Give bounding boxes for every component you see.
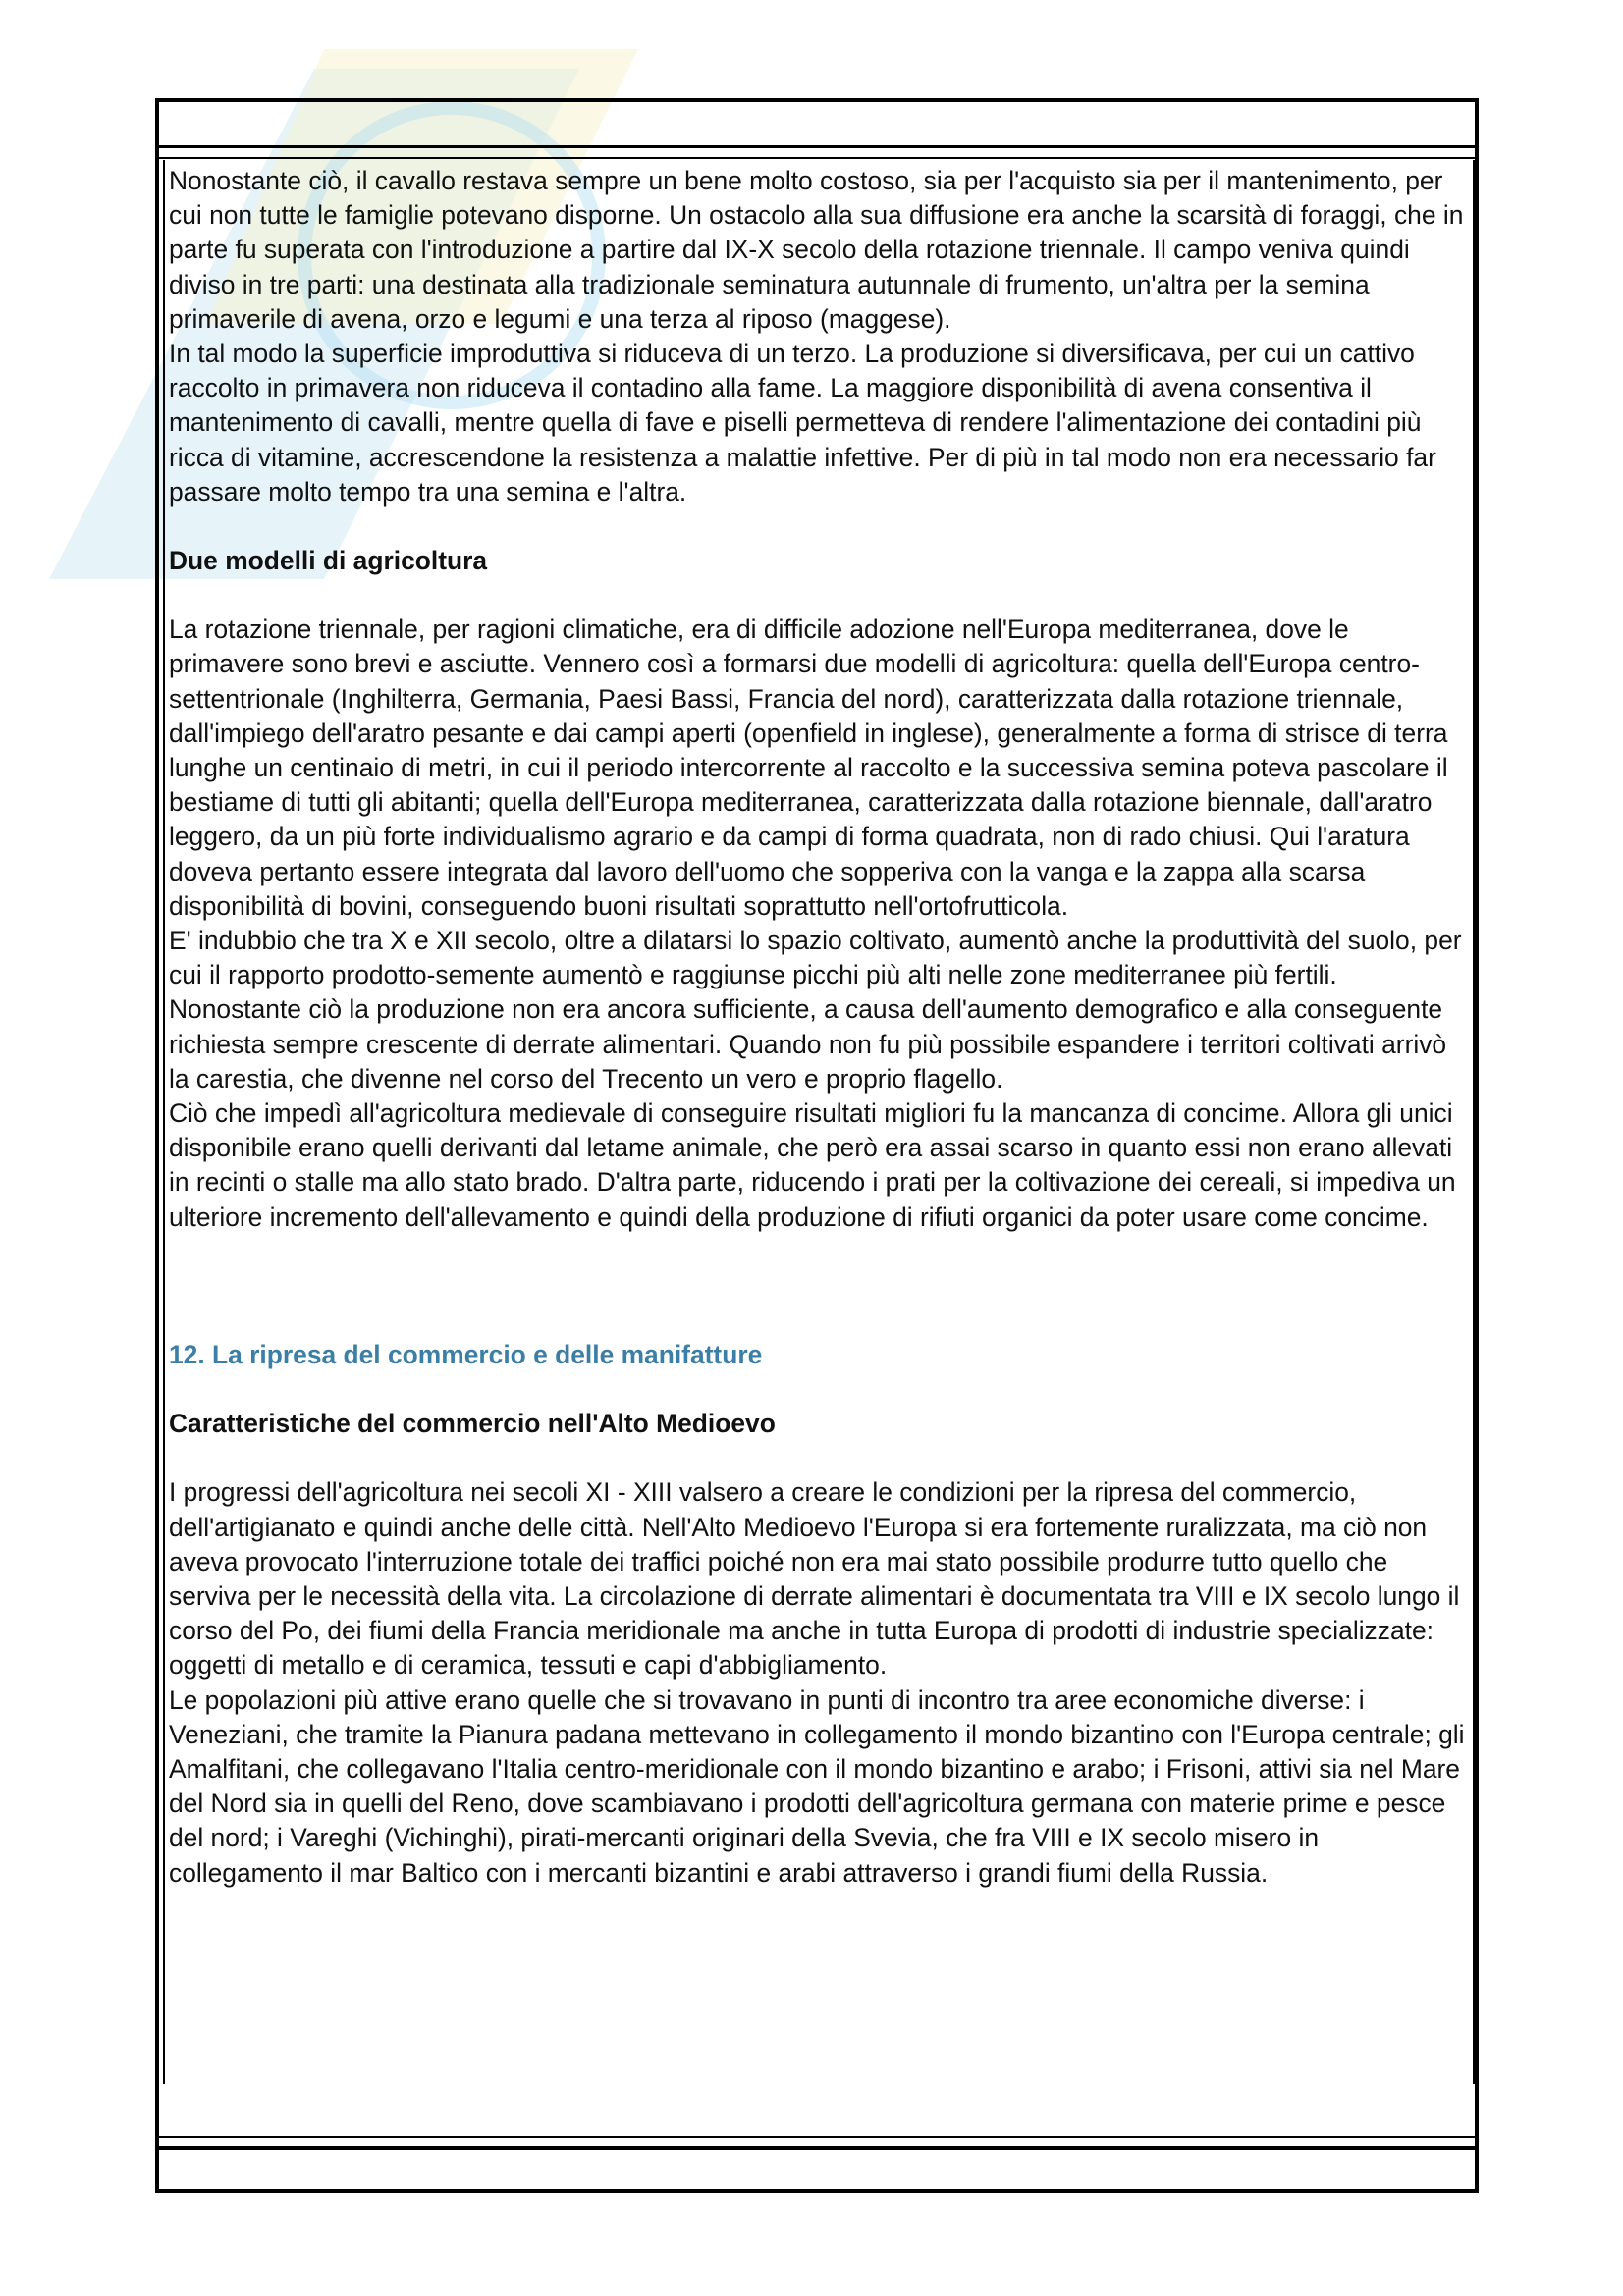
spacer bbox=[169, 1235, 1471, 1338]
paragraph: In tal modo la superficie improduttiva si riduceva di un terzo. La produzione si diversificava, per cui un cattivo raccolto in primavera non riduceva il contadino alla fame. La maggiore disponibilità di avena consentiva il mantenimento di cavalli, mentre quella di fave e piselli permetteva di rendere l'alimentazione dei contadini più ricca di vitamine, accrescendone la resistenza a malattie infettive. Per di più in tal modo non era necessario far passare molto tempo tra una semina e l'altra. bbox=[169, 339, 1436, 507]
spacer bbox=[169, 509, 1471, 544]
spacer bbox=[169, 1372, 1471, 1407]
header-band bbox=[159, 102, 1475, 148]
paragraph: La rotazione triennale, per ragioni climatiche, era di difficile adozione nell'Europa mediterranea, dove le primavere sono brevi e asciutte. Vennero così a formarsi due modelli di agricoltura: quella dell'Europa centro-settentrionale (Inghilterra, Germania, Paesi Bassi, Francia del nord), caratterizzata dalla rotazione triennale, dall'impiego dell'aratro pesante e dai campi aperti (openfield in inglese), generalmente a forma di strisce di terra lunghe un centinaio di metri, in cui il periodo intercorrente al raccolto e la successiva semina poteva pascolare il bestiame di tutti gli abitanti; quella dell'Europa mediterranea, caratterizzata dalla rotazione biennale, dall'aratro leggero, da un più forte individualismo agrario e da campi di forma quadrata, non di rado chiusi. Qui l'aratura doveva pertanto essere integrata dal lavoro dell'uomo che sopperiva con la vanga e la zappa alla scarsa disponibilità di bovini, conseguendo buoni risultati soprattutto nell'ortofrutticola. bbox=[169, 614, 1448, 921]
spacer bbox=[169, 578, 1471, 613]
paragraph: Ciò che impedì all'agricoltura medievale di conseguire risultati migliori fu la mancanza di concime. Allora gli unici disponibile erano quelli derivanti dal letame animale, che però era assai scarso in quanto essi non erano allevati in recinti o stalle ma allo stato brado. D'altra parte, riducendo i prati per la coltivazione dei cereali, si impediva un ulteriore incremento dell'allevamento e quindi della produzione di rifiuti organici da poter usare come concime. bbox=[169, 1098, 1456, 1232]
subheading-agricultural-models: Due modelli di agricoltura bbox=[169, 546, 488, 576]
footer-divider bbox=[159, 2136, 1475, 2138]
page-frame bbox=[155, 98, 1479, 2193]
header-divider bbox=[159, 157, 1475, 159]
document-body bbox=[163, 160, 1475, 2084]
subheading-commerce: Caratteristiche del commercio nell'Alto Medioevo bbox=[169, 1409, 776, 1439]
paragraph: E' indubbio che tra X e XII secolo, oltre a dilatarsi lo spazio coltivato, aumentò anche la produttività del suolo, per cui il rapporto prodotto-semente aumentò e raggiunse picchi più alti nelle zone mediterranee più fertili. Nonostante ciò la produzione non era ancora sufficiente, a causa dell'aumento demografico e alla conseguente richiesta sempre crescente di derrate alimentari. Quando non fu più possibile espandere i territori coltivati arrivò la carestia, che divenne nel corso del Trecento un vero e proprio flagello. bbox=[169, 926, 1462, 1094]
spacer bbox=[169, 1441, 1471, 1475]
section-heading: 12. La ripresa del commercio e delle manifatture bbox=[169, 1339, 763, 1369]
paragraph: Le popolazioni più attive erano quelle che si trovavano in punti di incontro tra aree economiche diverse: i Veneziani, che tramite la Pianura padana mettevano in collegamento il mondo bizantino con l'Europa centrale; gli Amalfitani, che collegavano l'Italia centro-meridionale con il mondo bizantino e arabo; i Frisoni, attivi sia nel Mare del Nord sia in quelli del Reno, dove scambiavano i prodotti dell'agricoltura germana con materie prime e pesce del nord; i Vareghi (Vichinghi), pirati-mercanti originari della Svevia, che fra VIII e IX secolo misero in collegamento il mar Baltico con i mercanti bizantini e arabi attraverso i grandi fiumi della Russia. bbox=[169, 1684, 1465, 1888]
footer-band bbox=[159, 2146, 1475, 2189]
paragraph: I progressi dell'agricoltura nei secoli XI - XIII valsero a creare le condizioni per la ripresa del commercio, dell'artigianato e quindi anche delle città. Nell'Alto Medioevo l'Europa si era fortemente ruralizzata, ma ciò non aveva provocato l'interruzione totale dei traffici poiché non era mai stato possibile produrre tutto quello che serviva per le necessità della vita. La circolazione di derrate alimentari è documentata tra VIII e IX secolo lungo il corso del Po, dei fiumi della Francia meridionale ma anche in tutta Europa di prodotti di industrie specializzate: oggetti di metallo e di ceramica, tessuti e capi d'abbigliamento. bbox=[169, 1477, 1460, 1681]
paragraph: Nonostante ciò, il cavallo restava sempre un bene molto costoso, sia per l'acquisto sia per il mantenimento, per cui non tutte le famiglie potevano disporne. Un ostacolo alla sua diffusione era anche la scarsità di foraggi, che in parte fu superata con l'introduzione a partire dal IX-X secolo della rotazione triennale. Il campo veniva quindi diviso in tre parti: una destinata alla tradizionale seminatura autunnale di frumento, un'altra per la semina primaverile di avena, orzo e legumi e una terza al riposo (maggese). bbox=[169, 166, 1464, 334]
